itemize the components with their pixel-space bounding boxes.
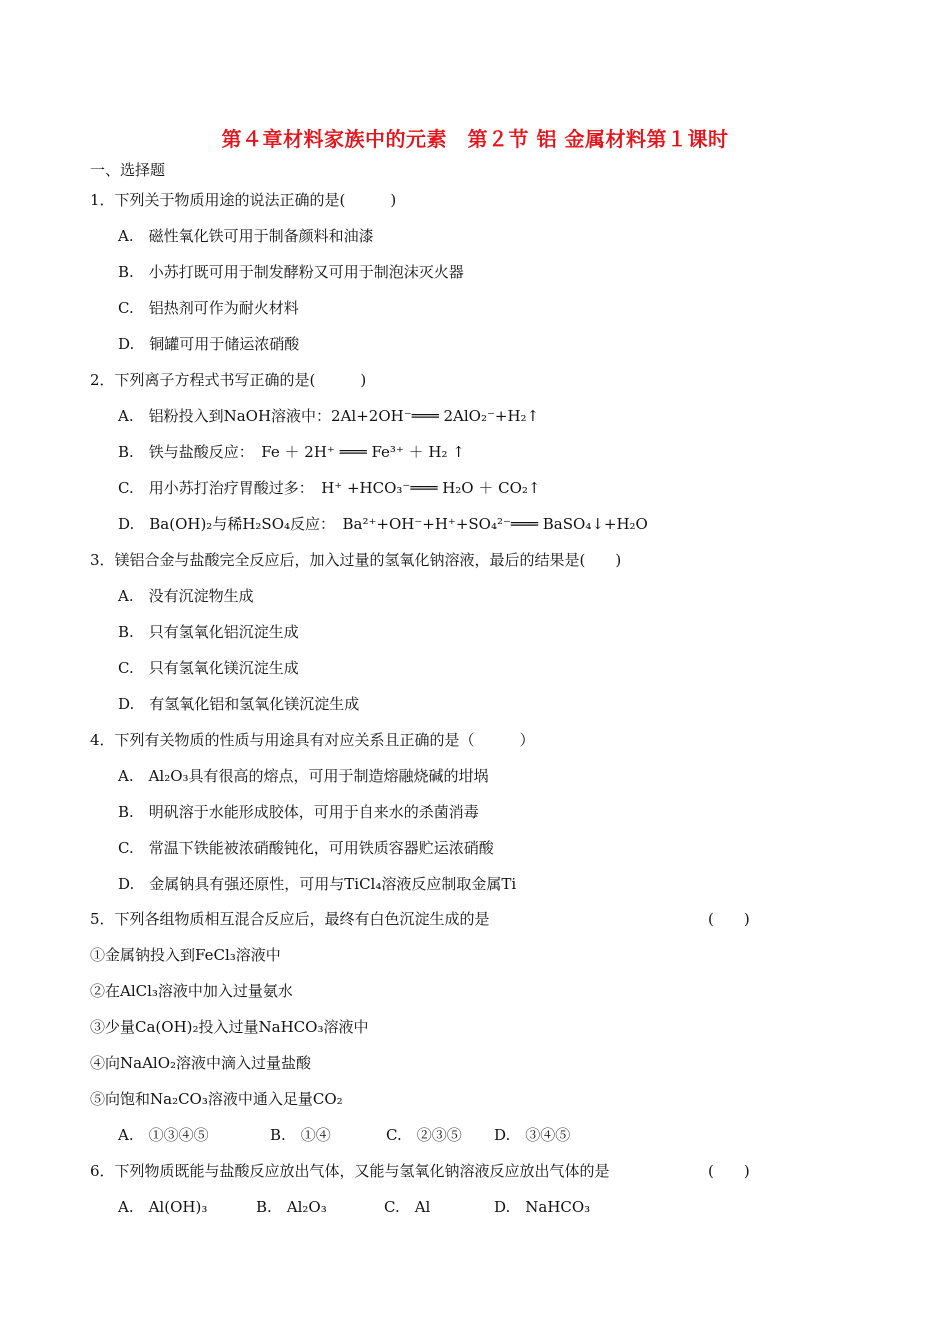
question-1: 1．下列关于物质用途的说法正确的是( )	[90, 191, 397, 209]
q6-option-a: A. Al(OH)₃	[118, 1198, 208, 1216]
q5-option-a: A. ①③④⑤	[118, 1126, 209, 1144]
q5-item-2: ②在AlCl₃溶液中加入过量氨水	[90, 982, 293, 1000]
question-4: 4．下列有关物质的性质与用途具有对应关系且正确的是（ ）	[90, 731, 535, 749]
q4-option-b: B. 明矾溶于水能形成胶体，可用于自来水的杀菌消毒	[118, 803, 479, 821]
q2-option-d: D. Ba(OH)₂与稀H₂SO₄反应： Ba²⁺+OH⁻+H⁺+SO₄²⁻═══ BaSO₄↓+H₂O	[118, 515, 648, 533]
q2-option-c: C. 用小苏打治疗胃酸过多： H⁺ +HCO₃⁻═══ H₂O ＋ CO₂↑	[118, 479, 541, 497]
q5-answer-paren: ( )	[708, 910, 750, 928]
q1-option-a: A. 磁性氧化铁可用于制备颜料和油漆	[118, 227, 374, 245]
q3-option-b: B. 只有氢氧化铝沉淀生成	[118, 623, 299, 641]
question-3: 3．镁铝合金与盐酸完全反应后，加入过量的氢氧化钠溶液，最后的结果是( )	[90, 551, 622, 569]
q5-item-5: ⑤向饱和Na₂CO₃溶液中通入足量CO₂	[90, 1090, 343, 1108]
q5-option-b: B. ①④	[270, 1126, 331, 1144]
q6-option-c: C. Al	[384, 1198, 431, 1216]
q1-option-b: B. 小苏打既可用于制发酵粉又可用于制泡沫灭火器	[118, 263, 464, 281]
q5-item-3: ③少量Ca(OH)₂投入过量NaHCO₃溶液中	[90, 1018, 369, 1036]
q3-option-d: D. 有氢氧化铝和氢氧化镁沉淀生成	[118, 695, 360, 713]
q5-item-1: ①金属钠投入到FeCl₃溶液中	[90, 946, 281, 964]
q3-option-c: C. 只有氢氧化镁沉淀生成	[118, 659, 299, 677]
q4-option-d: D. 金属钠具有强还原性，可用与TiCl₄溶液反应制取金属Ti	[118, 875, 517, 893]
q2-option-b: B. 铁与盐酸反应： Fe ＋ 2H⁺ ═══ Fe³⁺ ＋ H₂ ↑	[118, 443, 465, 461]
question-5: 5．下列各组物质相互混合反应后，最终有白色沉淀生成的是	[90, 910, 490, 928]
q5-option-c: C. ②③⑤	[386, 1126, 462, 1144]
q1-option-c: C. 铝热剂可作为耐火材料	[118, 299, 299, 317]
q2-option-a: A. 铝粉投入到NaOH溶液中：2Al+2OH⁻═══ 2AlO₂⁻+H₂↑	[118, 407, 540, 425]
q4-option-c: C. 常温下铁能被浓硝酸钝化，可用铁质容器贮运浓硝酸	[118, 839, 494, 857]
q3-option-a: A. 没有沉淀物生成	[118, 587, 254, 605]
page-title: 第４章材料家族中的元素 第２节 铝 金属材料第１课时	[221, 127, 729, 151]
q6-answer-paren: ( )	[708, 1162, 750, 1180]
q6-option-d: D. NaHCO₃	[494, 1198, 591, 1216]
q1-option-d: D. 铜罐可用于储运浓硝酸	[118, 335, 300, 353]
question-6: 6．下列物质既能与盐酸反应放出气体，又能与氢氧化钠溶液反应放出气体的是	[90, 1162, 610, 1180]
q5-item-4: ④向NaAlO₂溶液中滴入过量盐酸	[90, 1054, 312, 1072]
q4-option-a: A. Al₂O₃具有很高的熔点，可用于制造熔融烧碱的坩埚	[118, 767, 489, 785]
q5-option-d: D. ③④⑤	[494, 1126, 571, 1144]
section-heading: 一、选择题	[90, 161, 166, 179]
q6-option-b: B. Al₂O₃	[256, 1198, 327, 1216]
question-2: 2．下列离子方程式书写正确的是( )	[90, 371, 367, 389]
